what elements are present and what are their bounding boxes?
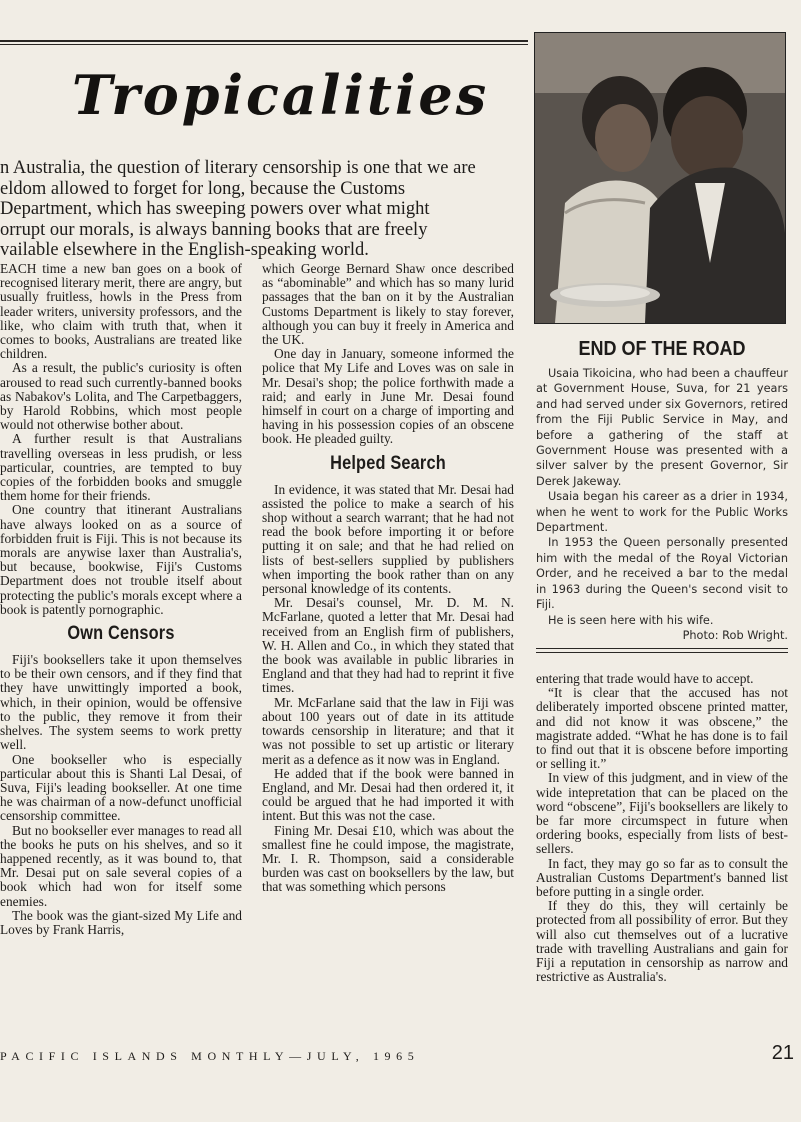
photo-illustration [535,33,785,323]
caption-paragraph: Usaia Tikoicina, who had been a chauffeur at Government House, Suva, for 21 years and had served under six Governors, retired from the Fiji Public Service in May, and before a gathering of the staff at Government House was presented with a silver salver by the present Governor, Sir Derek Jakeway. [536,367,788,488]
standfirst-line: orrupt our morals, is always banning books that are freely [0,219,428,240]
paragraph: entering that trade would have to accept. [536,672,754,686]
page-title: Tropicalities [72,63,490,127]
caption-bottom-rule-2 [536,652,788,653]
caption-paragraph: In 1953 the Queen personally presented him with the medal of the Royal Victorian Order, and he received a bar to the medal in 1963 during the Queen's second visit to Fiji. [536,536,788,612]
paragraph: In view of this judgment, and in view of the wide intepretation that can be placed on the word “obscene”, Fiji's booksellers are likely to be far more circumspect in future when ordering books, especially from lists of best-sellers. [536,770,788,857]
top-rule-thin [0,44,528,45]
paragraph: One day in January, someone informed the police that My Life and Loves was on sale in Mr. Desai's shop; the police forthwith made a raid; and early in June Mr. Desai found himself in court on a charge of importing and having in his possession copies of an obscene book. He pleaded guilty. [262,346,514,447]
top-rule [0,40,528,42]
paragraph: In fact, they may go so far as to consult the Australian Customs Department's banned list before putting in a single order. [536,855,788,900]
paragraph: “It is clear that the accused has not deliberately imported obscene printed matter, and did not know it was obscene,” the magistrate added. “What he has done is to fail to find out that it is obscene before importing or selling it.” [536,685,788,772]
standfirst [0,158,512,261]
photo-caption [536,366,788,643]
footer-publication: PACIFIC ISLANDS MONTHLY—JULY, 1965 [0,1049,420,1063]
paragraph: In evidence, it was stated that Mr. Desai had assisted the police to make a search of his shop without a search warrant; that he had not read the book before importing it or before putting it on sale; and that he had relied on lists of best-sellers supplied by publishers when importing the book rather than on any personal knowledge of its contents. [262,481,514,597]
caption-paragraph: Usaia began his career as a drier in 1934, when he went to work for the Public Works Department. [536,490,788,535]
paragraph: Mr. Desai's counsel, Mr. D. M. N. McFarlane, quoted a letter that Mr. Desai had received from an English firm of publishers, W. H. Allen and Co., in which they stated that the book was available in public libraries in England and that they had had to reprint it five times. [262,595,514,696]
article-column-3 [536,672,788,1038]
paragraph: Fiji's booksellers take it upon themselves to be their own censors, and if they find that they have unwittingly imported a book, which, in their opinion, would be offensive to the public, they remove it from their shelves. The system seems to work pretty well. [0,652,242,753]
section-heading: Helped Search [330,452,446,474]
section-heading: Own Censors [67,623,175,645]
photo-credit: Photo: Rob Wright. [682,628,788,642]
paragraph: He added that if the book were banned in England, and Mr. Desai had then ordered it, it could be argued that he had imported it with intent. But this was not the case. [262,765,514,824]
standfirst-line: n Australia, the question of literary censorship is one that we are [0,158,476,178]
standfirst-line: vailable elsewhere in the English-speaking world. [0,240,369,260]
paragraph: One country that itinerant Australians have always looked on as a source of forbidden fruit is Fiji. This is not because its morals are anywise laxer than Australia's, but because, bookwise, Fiji's Customs Department does not trouble itself about protecting the public's morals except where a book is patently pornographic. [0,502,242,617]
photograph [534,32,786,324]
paragraph: EACH time a new ban goes on a book of recognised literary merit, there are angry, but usually fruitless, howls in the Press from leader writers, university professors, and the like, who claim with truth that, when it comes to books, Australians are treated like children. [0,262,242,362]
paragraph: which George Bernard Shaw once described as “abominable” and which has so many lurid passages that the ban on it by the Australian Customs Department is likely to stay forever, although you can buy it freely in America and the UK. [262,262,514,348]
caption-paragraph: He is seen here with his wife. [548,613,714,627]
paragraph: If they do this, they will certainly be protected from all possibility of error. But they will also cut themselves out of a lucrative trade with travelling Australians and gain for Fiji a reputation in censorship as narrow and restrictive as Australia's. [536,898,788,985]
paragraph: But no bookseller ever manages to read all the books he puts on his shelves, and so it happened recently, as it was bound to, that Mr. Desai put on sale several copies of a book which had won for itself some enemies. [0,822,242,909]
paragraph: A further result is that Australians travelling overseas in less prudish, or less particular, countries, are tempted to buy copies of the forbidden books and smuggle them home for their friends. [0,431,242,504]
page-number: 21 [771,1042,794,1064]
caption-heading: END OF THE ROAD [578,338,746,360]
paragraph: The book was the giant-sized My Life and Loves by Frank Harris, [0,907,242,937]
standfirst-line: Department, which has sweeping powers over what might [0,199,430,219]
standfirst-line: eldom allowed to forget for long, because the Customs [0,178,406,199]
paragraph: One bookseller who is especially particular about this is Shanti Lal Desai, of Suva, Fiji's leading bookseller. At one time he was chairman of a now-defunct unofficial censorship committee. [0,751,242,824]
article-column-2 [262,262,514,1038]
caption-bottom-rule [536,648,788,649]
paragraph: Fining Mr. Desai £10, which was about the smallest fine he could impose, the magistrate, Mr. I. R. Thompson, said a considerable burden was cast on booksellers by the law, but that was something which persons [262,822,514,895]
article-column-1 [0,262,242,1038]
paragraph: As a result, the public's curiosity is often aroused to read such currently-banned books as Nabakov's Lolita, and The Carpetbaggers, by Harold Robbins, which most people would not otherwise bother about. [0,360,242,433]
paragraph: Mr. McFarlane said that the law in Fiji was about 100 years out of date in its attitude towards censorship in literature; and that it was not possible to set up artistic or literary merit as a defence as it now was in England. [262,694,514,767]
